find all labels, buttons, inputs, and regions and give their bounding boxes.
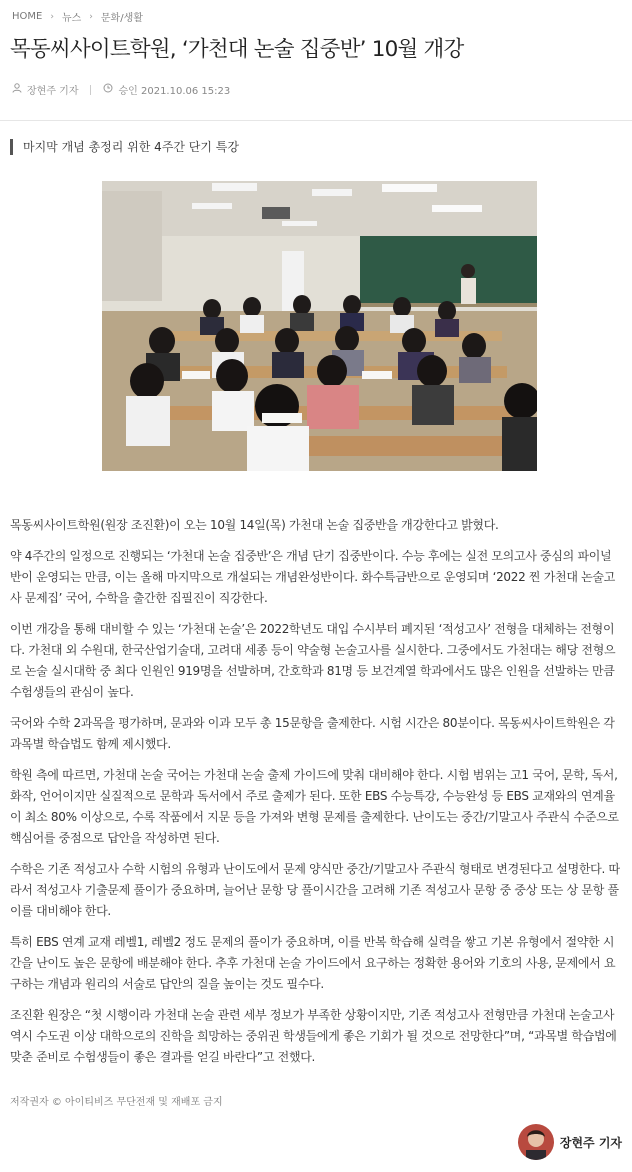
article-paragraph: 수학은 기존 적성고사 수학 시험의 유형과 난이도에서 문제 양식만 중간/기말고사 주관식 형태로 변경된다고 설명한다. 따라서 적성고사 기출문제 풀이가 중요하며, 늘어난 문항 당 풀이시간을 고려해 기존 적성고사 문항 중 중상 또는 상 문항 풀이를 대비해야 한다. xyxy=(10,862,620,918)
avatar[interactable] xyxy=(518,1124,554,1160)
published-date: 승인 2021.10.06 15:23 xyxy=(118,86,231,97)
article-paragraph: 이번 개강을 통해 대비할 수 있는 ‘가천대 논술’은 2022학년도 대입 수시부터 폐지된 ‘적성고사’ 전형을 대체하는 전형이다. 가천대 외 수원대, 한국산업기술대, 고려대 세종 등이 약술형 논술고사를 실시한다. 그중에서도 가천대는 해당 전형으로 논술 실시대학 중 최다 인원인 919명을 선발하며, 간호학과 81명 등 보건계열 학과에서도 많은 인원을 선발하는 만큼 수험생들의 관심이 높다. xyxy=(10,622,616,699)
breadcrumb-subsection-link[interactable]: 문화/생활 xyxy=(100,13,143,24)
meta-divider xyxy=(90,85,91,95)
article-paragraph: 학원 측에 따르면, 가천대 논술 국어는 가천대 논술 출제 가이드에 맞춰 대비해야 한다. 시험 범위는 고1 국어, 문학, 독서, 화작, 언어이지만 실질적으로 문학과 독서에서 주로 출제가 된다. 또한 EBS 수능특강, 수능완성 등 EBS 교재와의 연계율이 최소 80% 이상으로, 수록 작품에서 지문 등을 가져와 변형 문제를 출제한다. 난이도는 중간/기말고사 주관식 수준으로 핵심어를 중점으로 답안을 작성하면 된다. xyxy=(10,768,619,845)
article-paragraph: 특히 EBS 연계 교재 레벨1, 레벨2 정도 문제의 풀이가 중요하며, 이를 반복 학습해 실력을 쌓고 기본 유형에서 절약한 시간을 난이도 높은 문항에 배분해야 한다. 추후 가천대 논술 가이드에서 요구하는 정확한 용어와 기호의 사용, 문제에서 요구하는 개념과 원리의 서술로 답안의 질을 높이는 것도 필수다. xyxy=(10,935,616,991)
article-photo xyxy=(102,181,537,471)
article-paragraph: 목동씨사이트학원(원장 조진환)이 오는 10월 14일(목) 가천대 논술 집중반을 개강한다고 밝혔다. xyxy=(10,518,499,532)
user-icon xyxy=(12,83,22,96)
breadcrumb xyxy=(12,9,143,24)
article-meta xyxy=(12,82,230,97)
breadcrumb-home-link[interactable]: HOME xyxy=(12,11,43,22)
article-paragraph: 약 4주간의 일정으로 진행되는 ‘가천대 논술 집중반’은 개념 단기 집중반이다. 수능 후에는 실전 모의고사 중심의 파이널 반이 운영되는 만큼, 이는 올해 마지막으로 개설되는 개념완성반이다. 화수특금반으로 운영되며 ‘2022 찐 가천대 논술고사 문제집’ 국어, 수학을 출간한 집필진이 직강한다. xyxy=(10,549,616,605)
article-body xyxy=(10,515,622,1078)
reporter-profile[interactable] xyxy=(518,1124,622,1160)
chevron-right-icon: › xyxy=(50,11,54,22)
chevron-right-icon: › xyxy=(89,11,93,22)
header-divider xyxy=(0,120,632,121)
breadcrumb-section-link[interactable]: 뉴스 xyxy=(61,13,82,24)
article-subtitle: 마지막 개념 총정리 위한 4주간 단기 특강 xyxy=(10,139,239,155)
copyright-notice: 저작권자 © 아이티비즈 무단전재 및 재배포 금지 xyxy=(10,1097,223,1108)
article-title: 목동씨사이트학원, ‘가천대 논술 집중반’ 10월 개강 xyxy=(10,37,464,62)
clock-icon xyxy=(103,83,113,96)
article-paragraph: 조진환 원장은 “첫 시행이라 가천대 논술 관련 세부 정보가 부족한 상황이지만, 기존 적성고사 전형만큼 가천대 논술고사 역시 수도권 이상 대학으로의 진학을 희망하는 중위권 학생들에게 좋은 기회가 될 것으로 전망한다”며, “과목별 학습법에 맞춘 준비로 수험생들이 좋은 결과를 얻길 바란다”고 전했다. xyxy=(10,1008,617,1064)
reporter-name[interactable]: 장현주 기자 xyxy=(27,86,79,97)
article-paragraph: 국어와 수학 2과목을 평가하며, 문과와 이과 모두 총 15문항을 출제한다. 시험 시간은 80분이다. 목동씨사이트학원은 각 과목별 학습법도 함께 제시했다. xyxy=(10,716,615,751)
reporter-name[interactable]: 장현주 기자 xyxy=(559,1135,622,1150)
